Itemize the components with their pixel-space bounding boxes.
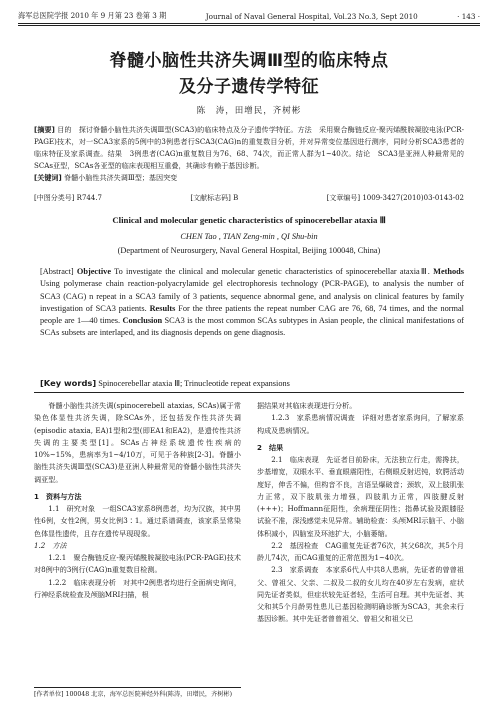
- intro-paragraph: 脊髓小脑性共济失调(spinocerebell ataxias, SCAs)属于常染色体显性共济失调，除SCAs外，还包括发作性共济失调(episodic ataxia, EA)1型和2型(即EA1和EA2)，是遗传性共济失调的主要类型[1]。SCAs占神经系统遗传性疾病的10%~15%，患病率为1~4/10万，可见于各种族[2-3]。脊髓小脑性共济失调Ⅲ型(SCA3)是亚洲人种最常见的脊髓小脑性共济失调亚型。: [34, 401, 241, 484]
- paragraph: 1.2.3 家系患病情况调查 详细对患者家系询问，了解家系构成及患病情况。: [257, 413, 464, 435]
- keywords-en: [40, 378, 464, 388]
- abstract-en: [40, 266, 464, 340]
- authors: 陈 涛，田增民，齐树彬: [196, 106, 302, 116]
- english-title: Clinical and molecular genetic characteristics of spinocerebellar ataxia Ⅲ: [112, 215, 386, 225]
- paragraph: 2.1 临床表现 先证者目前卧床，无法独立行走，需搀扶，步基增宽，双眼水平、垂直眼震阳性，右侧眼反射迟钝，软腭活动度好，伸舌不偏，但构音不良，言语呈爆破音；颈软，双上肢肌张力正常，双下肢肌张力增强，四肢肌力正常，四肢腱反射(+++)；Hoffmann征阳性，余病理征阴性；指鼻试验及跟膝胫试验不准，深浅感觉未见异常。辅助检查：头颅MRI示脑干、小脑体积减小，四脑室及环池扩大，小脑萎缩。: [257, 455, 464, 538]
- keywords-en-label: [Key words]: [40, 378, 97, 388]
- subsection-heading: 1.2 方法: [34, 540, 67, 550]
- abstract-en-label: [Abstract]: [40, 267, 74, 276]
- abstract-cn: [34, 124, 464, 184]
- abstract-label: [摘要]: [34, 125, 55, 134]
- english-affiliation: (Department of Neurosurgery, Naval General Hospital, Beijing 100048, China): [117, 246, 381, 255]
- body-column-right: [257, 400, 464, 626]
- conclusion-label: Conclusion: [122, 316, 163, 326]
- objective-text: To investigate the clinical and molecular genetic characteristics of spinocerebellar ataxiaⅢ.: [114, 267, 430, 276]
- journal-en: Journal of Naval General Hospital, Vol.23 No.3, Sept 2010: [205, 11, 418, 21]
- article-number: [文章编号] 1009-3427(2010)03-0143-02: [326, 194, 464, 202]
- section-heading: 2 结果: [257, 442, 284, 452]
- body-column-left: [34, 400, 249, 601]
- conclusion-text: SCA3 is the most common SCAs subtypes in Asian people, the clinical manifestations of SCAs subsets are interlaped, and its diagnosis depends on gene diagnosis.: [40, 316, 465, 338]
- paragraph: 据结果对其临床表现进行分析。: [257, 401, 357, 410]
- keywords-text: 脊髓小脑性共济失调Ⅲ型；基因突变: [64, 173, 178, 183]
- title-line-2: 及分子遗传学特征: [179, 77, 319, 97]
- paragraph: 2.3 家系调查 本家系6代人中共8人患病，先证者的曾曾祖父、曾祖父、父亲、二叔及二叔的女儿均在40岁左右发病，症状同先证者类似，但症状较先证者轻，生活可自理。其中先证者、其父和其5个月龄男性患儿已基因检测明确诊断为SCA3，其余未行基因诊断。其中先证者曾曾祖父、曾祖父和祖父已: [257, 565, 464, 624]
- header-rule-thin: [18, 25, 480, 26]
- page-number: · 143 ·: [457, 11, 480, 21]
- keywords-en-text: Spinocerebellar ataxia Ⅲ; Trinucleotide repeat expansions: [98, 379, 290, 388]
- paragraph: 1.2.1 聚合酶链反应-聚丙烯酰胺凝胶电泳(PCR-PAGE)技术 对8例中的3例行(CAG)n重复数目检测。: [34, 553, 249, 575]
- clc-number: [中图分类号] R744.7: [34, 194, 102, 202]
- methods-text: Using polymerase chain reaction-polyacrylamide gel electrophoresis technology (PCR-PAGE), to analysis the number of SCA3 (CAG) n repeat in a SCA3 family of 3 patients, sequence abnormal gene, and analysis on clinical features by family investigation of SCA3 patients.: [40, 279, 464, 313]
- paragraph: 1.1 研究对象 一组SCA3家系8例患者，均为汉族，其中男性6例，女性2例，男女比例3∶1。通过系谱调查，该家系呈常染色体显性遗传，且存在遗传早现现象。: [34, 504, 241, 538]
- paragraph: 2.2 基因检查 CAG重复先证者76次，其父68次，其5个月龄儿74次，而CAG重复的正常范围为1~40次。: [257, 540, 464, 562]
- journal-cn: 海军总医院学报 2010 年 9 月第 23 卷第 3 期: [18, 11, 167, 20]
- keywords-label: [关键词]: [34, 173, 62, 183]
- title-line-1: 脊髓小脑性共济失调Ⅲ型的临床特点: [109, 51, 389, 71]
- objective-label: Objective: [76, 267, 112, 276]
- document-code: [文献标志码] B: [190, 194, 239, 202]
- results-label: Results: [149, 303, 176, 313]
- paragraph: 1.2.2 临床表现分析 对其中2例患者均进行全面病史询问，行神经系统检查及颅脑MRI扫描，根: [34, 577, 241, 599]
- english-authors: CHEN Tao , TIAN Zeng-min , QI Shu-bin: [180, 232, 318, 241]
- header-rule: [18, 23, 480, 24]
- abstract-text: 目的 探讨脊髓小脑性共济失调Ⅲ型(SCA3)的临床特点及分子遗传学特征。方法 采用聚合酶链反应-聚丙烯酰胺凝胶电泳(PCR-PAGE)技术，对一SCA3家系的5例中的3例患者行SCA3(CAG)n的重复数目分析，并对异常变位基因进行测序，同时分析SCA3患者的临床特征及家系调查。结果 3例患者(CAG)n重复数目为76、68、74次，而正常人群为1~40次。结论 SCA3是亚洲人种最常见的SCAs亚型，SCAs各亚型的临床表现相互重叠，其确诊有赖于基因诊断。: [34, 125, 464, 171]
- methods-label: Methods: [433, 267, 465, 276]
- section-divider: [34, 392, 464, 393]
- author-affiliation-footnote: [作者单位] 100048 北京，海军总医院神经外科(陈涛，田增民，齐树彬): [34, 687, 241, 699]
- results-text: For the three patients the repeat number CAG are 76, 68, 74 times, and the normal people are 1—40 times.: [40, 303, 464, 326]
- section-heading: 1 资料与方法: [34, 491, 82, 501]
- classification-meta: [34, 193, 464, 203]
